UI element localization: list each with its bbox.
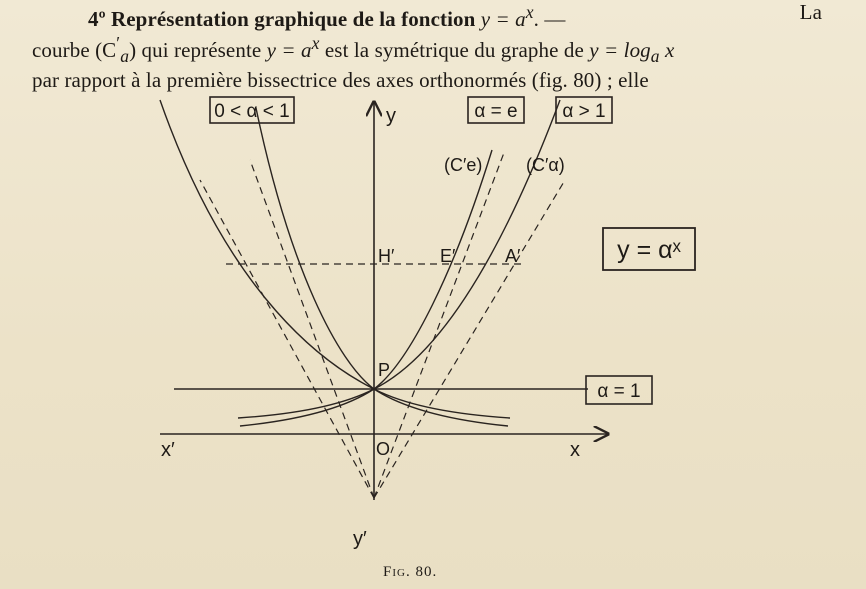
- tangent-dashed-2: [374, 180, 565, 498]
- paragraph-line-2: courbe $(C'_a)$ qui représente $y = a^x$ est la symétrique du graphe de $y = \log_a x$: [32, 33, 675, 67]
- label-ce: (C′e): [444, 155, 483, 175]
- figure-80: [140, 92, 720, 562]
- origin-label: O: [376, 439, 391, 459]
- tangent-dashed-3: [250, 160, 374, 498]
- axis-x-neg-label: x′: [161, 439, 175, 461]
- curve-alpha-lt1-outer: [160, 100, 510, 418]
- point-e-label: E′: [440, 246, 456, 266]
- box-alpha-1-text: α = 1: [597, 381, 641, 402]
- box-alpha-gt1-text: α > 1: [562, 101, 606, 122]
- box-alpha-e-text: α = e: [474, 101, 518, 122]
- figure-caption: Fig. 80.: [383, 564, 438, 580]
- axis-y-label: y: [386, 105, 396, 127]
- paragraph-text: [32, 0, 832, 92]
- em-dash: . —: [533, 7, 566, 31]
- box-alpha-lt1-text: 0 < α < 1: [214, 101, 290, 122]
- section-heading: Représentation graphique de la fonction: [111, 7, 476, 31]
- point-p-label: P: [378, 360, 391, 380]
- formula-text: y = αˣ: [617, 236, 681, 264]
- label-ca: (C′α): [526, 155, 565, 175]
- point-a-label: A′: [505, 246, 521, 266]
- paragraph-line-3: par rapport à la première bissectrice des axes orthonormés (fig. 80) ; elle: [32, 68, 649, 93]
- function-expression: $y = a^x$: [480, 2, 534, 31]
- axis-y-neg-label: y′: [353, 528, 367, 550]
- paragraph-line-1: [32, 0, 832, 31]
- line1-end-word: La: [799, 0, 822, 24]
- section-number: 4º: [88, 7, 106, 31]
- axis-x-label: x: [570, 439, 580, 461]
- tangent-dashed-1: [374, 150, 505, 498]
- point-h-label: H′: [378, 246, 395, 266]
- exponential-graph: [140, 92, 720, 562]
